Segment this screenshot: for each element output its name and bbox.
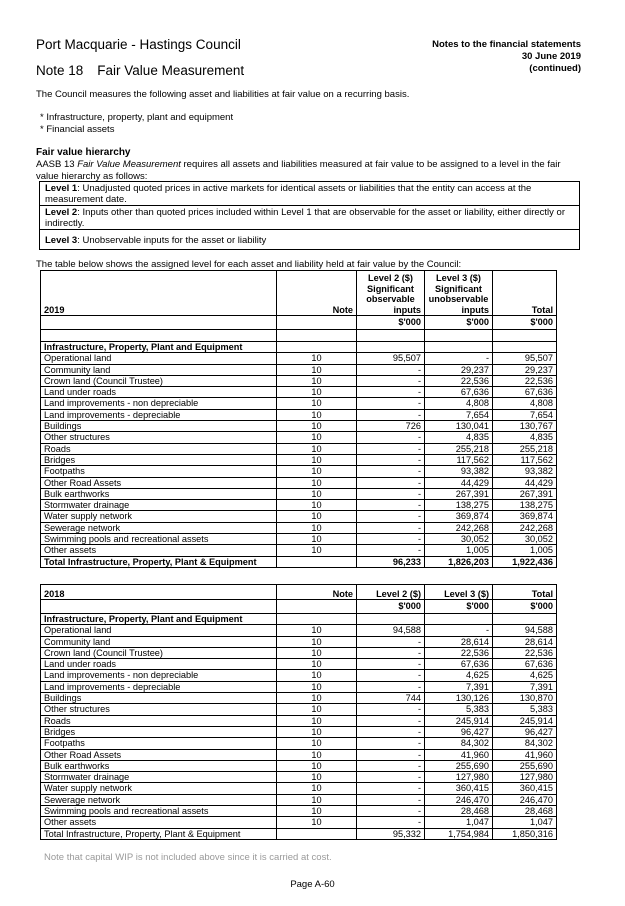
table-row [41, 511, 557, 522]
asset-level2: - [357, 432, 425, 443]
asset-name: Sewerage network [41, 794, 277, 805]
asset-note: 10 [277, 783, 357, 794]
table-row [41, 466, 557, 477]
asset-level3: 360,415 [425, 783, 493, 794]
asset-note: 10 [277, 432, 357, 443]
level3-header-line: unobservable [428, 294, 489, 304]
asset-name: Operational land [41, 353, 277, 364]
asset-level2: - [357, 409, 425, 420]
header-right-line1: Notes to the financial statements [432, 39, 581, 50]
level-row [40, 230, 580, 250]
asset-note: 10 [277, 534, 357, 545]
asset-note: 10 [277, 794, 357, 805]
note-header: Note [277, 585, 357, 600]
table-row [41, 500, 557, 511]
asset-name: Community land [41, 636, 277, 647]
table-row [41, 726, 557, 737]
asset-total: 130,870 [493, 693, 557, 704]
asset-name: Swimming pools and recreational assets [41, 806, 277, 817]
asset-note: 10 [277, 715, 357, 726]
table-row [41, 670, 557, 681]
asset-note: 10 [277, 636, 357, 647]
asset-level3: 369,874 [425, 511, 493, 522]
desc-part: AASB 13 [36, 159, 78, 170]
table-row [41, 817, 557, 828]
asset-name: Land improvements - non depreciable [41, 398, 277, 409]
asset-note: 10 [277, 454, 357, 465]
asset-name: Land under roads [41, 659, 277, 670]
section-label: Infrastructure, Property, Plant and Equipment [41, 342, 277, 353]
asset-name: Footpaths [41, 738, 277, 749]
level3-header-line: Level 3 ($) [436, 273, 481, 283]
asset-level2: - [357, 545, 425, 556]
asset-level2: - [357, 670, 425, 681]
asset-total: 127,980 [493, 772, 557, 783]
level-label: Level 1 [45, 183, 78, 194]
asset-name: Roads [41, 715, 277, 726]
asset-total: 84,302 [493, 738, 557, 749]
asset-level2: - [357, 443, 425, 454]
bullet-item: * Infrastructure, property, plant and equipment [40, 112, 234, 123]
asset-level2: - [357, 500, 425, 511]
asset-name: Crown land (Council Trustee) [41, 375, 277, 386]
asset-total: 117,562 [493, 454, 557, 465]
units-row [41, 600, 557, 614]
year-header: 2019 [41, 271, 277, 316]
asset-total: 67,636 [493, 659, 557, 670]
table-intro-text: The table below shows the assigned level for each asset and liability held at fair value by the Council: [36, 259, 462, 270]
asset-level3: 22,536 [425, 647, 493, 658]
asset-name: Land improvements - depreciable [41, 409, 277, 420]
level2-header: Level 2 ($) [357, 585, 425, 600]
asset-name: Bridges [41, 454, 277, 465]
units-row [41, 316, 557, 330]
table-row [41, 625, 557, 636]
asset-note: 10 [277, 545, 357, 556]
table-row [41, 681, 557, 692]
asset-name: Land improvements - depreciable [41, 681, 277, 692]
total-label: Total Infrastructure, Property, Plant & Equipment [41, 556, 277, 567]
units-label: $'000 [493, 600, 557, 614]
table-row [41, 477, 557, 488]
asset-name: Other assets [41, 817, 277, 828]
asset-total: 267,391 [493, 488, 557, 499]
asset-note: 10 [277, 749, 357, 760]
asset-total: 1,047 [493, 817, 557, 828]
asset-level3: 84,302 [425, 738, 493, 749]
asset-level3: 4,625 [425, 670, 493, 681]
asset-level2: - [357, 636, 425, 647]
asset-note: 10 [277, 772, 357, 783]
asset-level3: 41,960 [425, 749, 493, 760]
asset-level2: - [357, 534, 425, 545]
asset-level3: - [425, 625, 493, 636]
section-row [41, 614, 557, 625]
asset-total: 4,808 [493, 398, 557, 409]
units-label: $'000 [357, 316, 425, 330]
asset-level3: 130,041 [425, 421, 493, 432]
asset-level3: - [425, 353, 493, 364]
level2-header-line: observable [366, 294, 415, 304]
level-label: Level 2 [45, 207, 78, 218]
asset-total: 7,654 [493, 409, 557, 420]
table-row [41, 375, 557, 386]
asset-note: 10 [277, 443, 357, 454]
asset-level3: 130,126 [425, 693, 493, 704]
asset-name: Other Road Assets [41, 749, 277, 760]
asset-level2: - [357, 749, 425, 760]
total-total: 1,850,316 [493, 828, 557, 839]
asset-name: Operational land [41, 625, 277, 636]
asset-level2: - [357, 647, 425, 658]
asset-total: 67,636 [493, 387, 557, 398]
asset-level3: 30,052 [425, 534, 493, 545]
asset-level3: 138,275 [425, 500, 493, 511]
asset-total: 95,507 [493, 353, 557, 364]
asset-level3: 28,614 [425, 636, 493, 647]
asset-level3: 67,636 [425, 659, 493, 670]
asset-level3: 4,808 [425, 398, 493, 409]
table-row [41, 760, 557, 771]
asset-total: 245,914 [493, 715, 557, 726]
note-title-text: Fair Value Measurement [97, 63, 245, 78]
desc-part: requires all assets and liabilities measured at fair value to be assigned to a level in the fair value hierarchy as follows: [36, 159, 561, 182]
level3-header-line: Significant [435, 283, 482, 294]
units-label: $'000 [425, 316, 493, 330]
asset-level2: - [357, 726, 425, 737]
bullet-item: * Financial assets [40, 124, 115, 135]
total-level3: 1,826,203 [425, 556, 493, 567]
total-header: Total [493, 271, 557, 316]
asset-level3: 44,429 [425, 477, 493, 488]
asset-level2: - [357, 681, 425, 692]
asset-note: 10 [277, 647, 357, 658]
header-right-continued: (continued) [529, 63, 581, 74]
asset-level2: - [357, 387, 425, 398]
table-row [41, 647, 557, 658]
asset-note: 10 [277, 488, 357, 499]
asset-total: 22,536 [493, 375, 557, 386]
asset-name: Bulk earthworks [41, 488, 277, 499]
table-row [41, 432, 557, 443]
table-row [41, 738, 557, 749]
table-row [41, 398, 557, 409]
level-label: Level 3 [45, 234, 78, 246]
header-right-date: 30 June 2019 [521, 51, 581, 62]
level2-header-line: Significant [367, 283, 414, 294]
level3-header [425, 271, 493, 316]
asset-level3: 96,427 [425, 726, 493, 737]
asset-total: 29,237 [493, 364, 557, 375]
asset-total: 255,218 [493, 443, 557, 454]
asset-note: 10 [277, 387, 357, 398]
table-row [41, 693, 557, 704]
asset-level2: - [357, 375, 425, 386]
asset-total: 30,052 [493, 534, 557, 545]
table-row [41, 806, 557, 817]
page-number: Page A-60 [290, 879, 335, 890]
asset-total: 96,427 [493, 726, 557, 737]
asset-level2: 744 [357, 693, 425, 704]
level2-header [357, 271, 425, 316]
total-level2: 96,233 [357, 556, 425, 567]
table-row [41, 387, 557, 398]
asset-note: 10 [277, 738, 357, 749]
asset-total: 4,625 [493, 670, 557, 681]
asset-note: 10 [277, 522, 357, 533]
asset-total: 94,588 [493, 625, 557, 636]
note-number: Note 18 [36, 63, 84, 78]
asset-total: 93,382 [493, 466, 557, 477]
asset-total: 4,835 [493, 432, 557, 443]
asset-note: 10 [277, 659, 357, 670]
asset-name: Other assets [41, 545, 277, 556]
asset-total: 44,429 [493, 477, 557, 488]
fair-value-table-2018 [40, 584, 557, 840]
council-name: Port Macquarie - Hastings Council [36, 37, 241, 52]
asset-name: Land improvements - non depreciable [41, 670, 277, 681]
asset-level3: 127,980 [425, 772, 493, 783]
intro-text: The Council measures the following asset and liabilities at fair value on a recurring basis. [36, 89, 410, 100]
asset-level3: 5,383 [425, 704, 493, 715]
asset-note: 10 [277, 466, 357, 477]
table-row [41, 715, 557, 726]
table-row [41, 421, 557, 432]
asset-level2: - [357, 760, 425, 771]
asset-note: 10 [277, 511, 357, 522]
asset-total: 1,005 [493, 545, 557, 556]
asset-level3: 1,005 [425, 545, 493, 556]
asset-note: 10 [277, 477, 357, 488]
level-text: : Unobservable inputs for the asset or liability [77, 234, 267, 246]
asset-level2: - [357, 364, 425, 375]
asset-name: Bridges [41, 726, 277, 737]
asset-note: 10 [277, 681, 357, 692]
table-row [41, 545, 557, 556]
asset-level2: - [357, 466, 425, 477]
total-note [277, 556, 357, 567]
asset-total: 28,614 [493, 636, 557, 647]
asset-level2: 95,507 [357, 353, 425, 364]
units-label: $'000 [357, 600, 425, 614]
footnote: Note that capital WIP is not included above since it is carried at cost. [44, 852, 332, 863]
asset-level2: - [357, 488, 425, 499]
asset-note: 10 [277, 364, 357, 375]
total-label: Total Infrastructure, Property, Plant & Equipment [41, 828, 277, 839]
table-row [41, 364, 557, 375]
asset-name: Water supply network [41, 783, 277, 794]
units-label: $'000 [425, 600, 493, 614]
asset-level2: - [357, 659, 425, 670]
total-row [41, 828, 557, 839]
table-header-row [41, 585, 557, 600]
levels-table [39, 181, 580, 250]
header-right [432, 39, 581, 75]
asset-level3: 7,654 [425, 409, 493, 420]
year-header: 2018 [41, 585, 277, 600]
asset-total: 246,470 [493, 794, 557, 805]
asset-note: 10 [277, 693, 357, 704]
table-row [41, 772, 557, 783]
units-label: $'000 [493, 316, 557, 330]
table-row [41, 704, 557, 715]
level-row [40, 206, 580, 230]
asset-level3: 67,636 [425, 387, 493, 398]
note-header: Note [277, 271, 357, 316]
asset-level3: 255,218 [425, 443, 493, 454]
asset-level3: 117,562 [425, 454, 493, 465]
asset-note: 10 [277, 409, 357, 420]
asset-name: Sewerage network [41, 522, 277, 533]
asset-name: Stormwater drainage [41, 772, 277, 783]
asset-total: 130,767 [493, 421, 557, 432]
asset-level3: 29,237 [425, 364, 493, 375]
asset-name: Buildings [41, 421, 277, 432]
total-header: Total [493, 585, 557, 600]
asset-note: 10 [277, 817, 357, 828]
asset-level2: - [357, 772, 425, 783]
asset-level3: 245,914 [425, 715, 493, 726]
asset-level3: 7,391 [425, 681, 493, 692]
table-row [41, 534, 557, 545]
table-row [41, 636, 557, 647]
asset-level2: - [357, 522, 425, 533]
table-row [41, 749, 557, 760]
asset-total: 138,275 [493, 500, 557, 511]
asset-level2: - [357, 511, 425, 522]
asset-level2: - [357, 783, 425, 794]
asset-level3: 28,468 [425, 806, 493, 817]
asset-total: 242,268 [493, 522, 557, 533]
asset-level3: 242,268 [425, 522, 493, 533]
asset-name: Bulk earthworks [41, 760, 277, 771]
asset-note: 10 [277, 670, 357, 681]
level3-header: Level 3 ($) [425, 585, 493, 600]
asset-note: 10 [277, 500, 357, 511]
table-row [41, 454, 557, 465]
page-title [36, 63, 244, 78]
asset-note: 10 [277, 625, 357, 636]
asset-total: 41,960 [493, 749, 557, 760]
table-row [41, 794, 557, 805]
asset-note: 10 [277, 704, 357, 715]
table-row [41, 488, 557, 499]
asset-level2: 726 [357, 421, 425, 432]
asset-level3: 267,391 [425, 488, 493, 499]
asset-level2: - [357, 794, 425, 805]
table-row [41, 443, 557, 454]
asset-note: 10 [277, 421, 357, 432]
total-level3: 1,754,984 [425, 828, 493, 839]
asset-total: 255,690 [493, 760, 557, 771]
table-row [41, 353, 557, 364]
asset-total: 7,391 [493, 681, 557, 692]
asset-note: 10 [277, 726, 357, 737]
fair-value-table-2019 [40, 270, 557, 568]
asset-level3: 4,835 [425, 432, 493, 443]
asset-total: 5,383 [493, 704, 557, 715]
asset-level2: - [357, 715, 425, 726]
asset-level2: - [357, 704, 425, 715]
asset-level2: - [357, 477, 425, 488]
table-row [41, 783, 557, 794]
asset-total: 28,468 [493, 806, 557, 817]
total-total: 1,922,436 [493, 556, 557, 567]
asset-name: Water supply network [41, 511, 277, 522]
asset-note: 10 [277, 760, 357, 771]
section-label: Infrastructure, Property, Plant and Equipment [41, 614, 277, 625]
table-header-row [41, 271, 557, 316]
asset-level2: - [357, 817, 425, 828]
section-row [41, 342, 557, 353]
table-row [41, 522, 557, 533]
asset-level3: 93,382 [425, 466, 493, 477]
asset-total: 22,536 [493, 647, 557, 658]
total-level2: 95,332 [357, 828, 425, 839]
asset-name: Swimming pools and recreational assets [41, 534, 277, 545]
asset-level2: - [357, 454, 425, 465]
table-row [41, 409, 557, 420]
level-row [40, 182, 580, 206]
level2-header-line: Level 2 ($) [368, 273, 413, 283]
section-heading: Fair value hierarchy [36, 147, 131, 158]
asset-note: 10 [277, 375, 357, 386]
asset-name: Crown land (Council Trustee) [41, 647, 277, 658]
asset-name: Roads [41, 443, 277, 454]
asset-level3: 255,690 [425, 760, 493, 771]
total-row [41, 556, 557, 567]
asset-note: 10 [277, 353, 357, 364]
asset-level3: 246,470 [425, 794, 493, 805]
asset-level2: - [357, 738, 425, 749]
asset-name: Footpaths [41, 466, 277, 477]
asset-name: Land under roads [41, 387, 277, 398]
level-text: : Unadjusted quoted prices in active markets for identical assets or liabilities that the entity can access at the measurement date. [45, 183, 532, 205]
asset-level2: - [357, 398, 425, 409]
asset-level3: 1,047 [425, 817, 493, 828]
asset-name: Other Road Assets [41, 477, 277, 488]
asset-note: 10 [277, 398, 357, 409]
asset-level3: 22,536 [425, 375, 493, 386]
total-note [277, 828, 357, 839]
level3-header-line: inputs [461, 304, 489, 315]
section-description [36, 159, 584, 183]
spacer-row [41, 330, 557, 342]
asset-total: 369,874 [493, 511, 557, 522]
asset-level2: 94,588 [357, 625, 425, 636]
level2-header-line: inputs [393, 304, 421, 315]
asset-name: Buildings [41, 693, 277, 704]
level-text: : Inputs other than quoted prices included within Level 1 that are observable for the asset or liability, either directly or indirectly. [45, 207, 565, 229]
asset-total: 360,415 [493, 783, 557, 794]
asset-note: 10 [277, 806, 357, 817]
asset-name: Stormwater drainage [41, 500, 277, 511]
asset-name: Other structures [41, 432, 277, 443]
desc-italic: Fair Value Measurement [77, 159, 181, 170]
table-row [41, 659, 557, 670]
asset-level2: - [357, 806, 425, 817]
asset-name: Community land [41, 364, 277, 375]
asset-name: Other structures [41, 704, 277, 715]
